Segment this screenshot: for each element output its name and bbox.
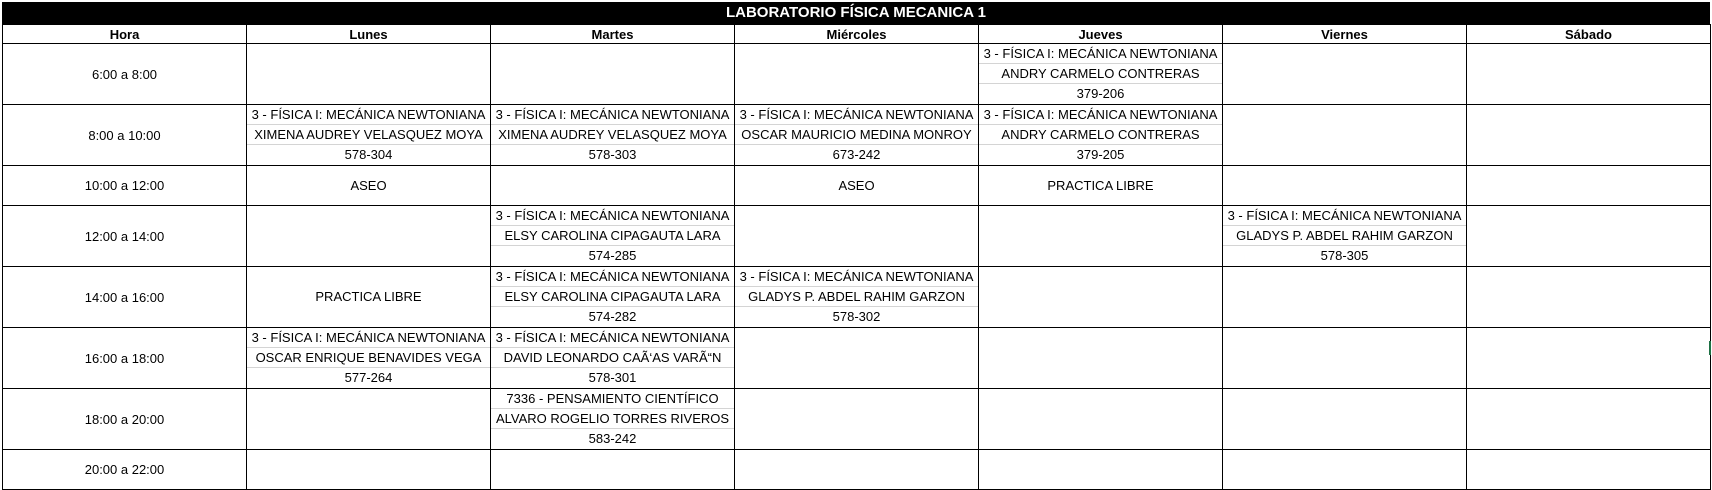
table-row	[3, 450, 1711, 490]
group-code: 673-242	[832, 147, 881, 162]
instructor-name: DAVID LEONARDO CAÃ‘AS VARÃ“N	[491, 348, 734, 368]
group-code: 379-205	[1076, 147, 1125, 162]
schedule-cell[interactable]	[247, 389, 491, 450]
schedule-cell[interactable]	[1223, 166, 1467, 206]
table-row	[3, 328, 1711, 389]
course-name: 3 - FÍSICA I: MECÁNICA NEWTONIANA	[491, 267, 734, 287]
course-name: 3 - FÍSICA I: MECÁNICA NEWTONIANA	[491, 328, 734, 348]
class-entry	[979, 44, 1222, 104]
hour-cell[interactable]: 20:00 a 22:00	[3, 450, 247, 490]
schedule-cell[interactable]	[1223, 206, 1467, 267]
sheet-title: LABORATORIO FÍSICA MECANICA 1	[2, 2, 1710, 24]
schedule-cell[interactable]	[1467, 105, 1711, 166]
schedule-cell[interactable]	[247, 44, 491, 105]
schedule-cell[interactable]	[979, 166, 1223, 206]
schedule-cell[interactable]	[1467, 328, 1711, 389]
header-hora[interactable]: Hora	[3, 25, 247, 44]
class-entry	[491, 267, 734, 327]
header-viernes[interactable]: Viernes	[1223, 25, 1467, 44]
group-code: 577-264	[344, 370, 393, 385]
instructor-name: XIMENA AUDREY VELASQUEZ MOYA	[247, 125, 490, 145]
schedule-cell[interactable]	[735, 166, 979, 206]
schedule-cell[interactable]	[491, 166, 735, 206]
schedule-cell[interactable]	[1223, 44, 1467, 105]
instructor-name: GLADYS P. ABDEL RAHIM GARZON	[1223, 226, 1466, 246]
schedule-cell[interactable]	[1467, 450, 1711, 490]
group-code: 578-302	[832, 309, 881, 324]
schedule-cell[interactable]	[491, 450, 735, 490]
schedule-sheet	[2, 2, 1710, 490]
course-name: 7336 - PENSAMIENTO CIENTÍFICO	[491, 389, 734, 409]
class-entry	[491, 105, 734, 165]
class-entry	[491, 328, 734, 388]
hour-cell[interactable]: 10:00 a 12:00	[3, 166, 247, 206]
schedule-cell[interactable]	[735, 450, 979, 490]
course-name: 3 - FÍSICA I: MECÁNICA NEWTONIANA	[735, 267, 978, 287]
hour-cell[interactable]: 18:00 a 20:00	[3, 389, 247, 450]
schedule-cell[interactable]	[491, 267, 735, 328]
activity-label: ASEO	[350, 177, 387, 193]
schedule-cell[interactable]	[979, 44, 1223, 105]
schedule-cell[interactable]	[1223, 267, 1467, 328]
table-row	[3, 44, 1711, 105]
class-entry	[1223, 206, 1466, 266]
header-sabado[interactable]: Sábado	[1467, 25, 1711, 44]
hour-cell[interactable]: 16:00 a 18:00	[3, 328, 247, 389]
hour-cell[interactable]: 8:00 a 10:00	[3, 105, 247, 166]
class-entry	[491, 206, 734, 266]
schedule-cell[interactable]	[1223, 328, 1467, 389]
table-row	[3, 206, 1711, 267]
schedule-cell[interactable]	[247, 105, 491, 166]
hour-cell[interactable]: 6:00 a 8:00	[3, 44, 247, 105]
course-name: 3 - FÍSICA I: MECÁNICA NEWTONIANA	[979, 105, 1222, 125]
activity-label: PRACTICA LIBRE	[1047, 177, 1154, 193]
schedule-cell[interactable]	[1223, 450, 1467, 490]
class-entry	[735, 105, 978, 165]
schedule-cell[interactable]	[979, 450, 1223, 490]
class-entry	[247, 328, 490, 388]
schedule-cell[interactable]	[979, 389, 1223, 450]
schedule-cell[interactable]	[735, 105, 979, 166]
group-code: 574-282	[588, 309, 637, 324]
schedule-cell[interactable]	[491, 328, 735, 389]
schedule-cell[interactable]	[979, 105, 1223, 166]
table-row	[3, 267, 1711, 328]
header-lunes[interactable]: Lunes	[247, 25, 491, 44]
group-code: 578-301	[588, 370, 637, 385]
schedule-cell[interactable]	[979, 267, 1223, 328]
header-row	[3, 25, 1711, 44]
group-code: 379-206	[1076, 86, 1125, 101]
header-jueves[interactable]: Jueves	[979, 25, 1223, 44]
course-name: 3 - FÍSICA I: MECÁNICA NEWTONIANA	[1223, 206, 1466, 226]
schedule-table	[2, 24, 1711, 490]
instructor-name: ANDRY CARMELO CONTRERAS	[979, 125, 1222, 145]
group-code: 578-303	[588, 147, 637, 162]
schedule-cell[interactable]	[491, 206, 735, 267]
instructor-name: OSCAR ENRIQUE BENAVIDES VEGA	[247, 348, 490, 368]
hour-cell[interactable]: 12:00 a 14:00	[3, 206, 247, 267]
class-entry	[735, 267, 978, 327]
schedule-cell[interactable]	[491, 44, 735, 105]
schedule-cell[interactable]	[1467, 206, 1711, 267]
instructor-name: ELSY CAROLINA CIPAGAUTA LARA	[491, 226, 734, 246]
schedule-cell[interactable]	[1223, 105, 1467, 166]
table-row	[3, 166, 1711, 206]
schedule-cell[interactable]	[735, 267, 979, 328]
class-entry	[247, 105, 490, 165]
schedule-cell[interactable]	[247, 328, 491, 389]
group-code: 583-242	[588, 431, 637, 446]
group-code: 574-285	[588, 248, 637, 263]
schedule-cell[interactable]	[735, 44, 979, 105]
schedule-cell[interactable]	[1223, 389, 1467, 450]
instructor-name: ELSY CAROLINA CIPAGAUTA LARA	[491, 287, 734, 307]
schedule-cell[interactable]	[979, 206, 1223, 267]
course-name: 3 - FÍSICA I: MECÁNICA NEWTONIANA	[247, 328, 490, 348]
instructor-name: XIMENA AUDREY VELASQUEZ MOYA	[491, 125, 734, 145]
schedule-cell[interactable]	[1467, 267, 1711, 328]
sheet-edge-marker	[1709, 341, 1711, 355]
activity-label: PRACTICA LIBRE	[315, 289, 422, 304]
activity-label: ASEO	[838, 177, 875, 193]
schedule-cell[interactable]	[491, 105, 735, 166]
schedule-cell[interactable]	[247, 206, 491, 267]
schedule-cell[interactable]	[735, 328, 979, 389]
group-code: 578-304	[344, 147, 393, 162]
schedule-cell[interactable]	[979, 328, 1223, 389]
schedule-cell[interactable]	[1467, 389, 1711, 450]
hour-cell[interactable]: 14:00 a 16:00	[3, 267, 247, 328]
class-entry	[491, 389, 734, 449]
course-name: 3 - FÍSICA I: MECÁNICA NEWTONIANA	[979, 44, 1222, 64]
schedule-cell[interactable]	[1467, 44, 1711, 105]
instructor-name: OSCAR MAURICIO MEDINA MONROY	[735, 125, 978, 145]
table-row	[3, 389, 1711, 450]
schedule-cell[interactable]	[247, 267, 491, 328]
table-row	[3, 105, 1711, 166]
instructor-name: ALVARO ROGELIO TORRES RIVEROS	[491, 409, 734, 429]
instructor-name: ANDRY CARMELO CONTRERAS	[979, 64, 1222, 84]
instructor-name: GLADYS P. ABDEL RAHIM GARZON	[735, 287, 978, 307]
course-name: 3 - FÍSICA I: MECÁNICA NEWTONIANA	[247, 105, 490, 125]
header-miercoles[interactable]: Miércoles	[735, 25, 979, 44]
schedule-cell[interactable]	[735, 206, 979, 267]
course-name: 3 - FÍSICA I: MECÁNICA NEWTONIANA	[491, 105, 734, 125]
schedule-cell[interactable]	[247, 166, 491, 206]
schedule-cell[interactable]	[247, 450, 491, 490]
class-entry	[979, 105, 1222, 165]
course-name: 3 - FÍSICA I: MECÁNICA NEWTONIANA	[491, 206, 734, 226]
schedule-cell[interactable]	[491, 389, 735, 450]
course-name: 3 - FÍSICA I: MECÁNICA NEWTONIANA	[735, 105, 978, 125]
schedule-cell[interactable]	[735, 389, 979, 450]
header-martes[interactable]: Martes	[491, 25, 735, 44]
schedule-cell[interactable]	[1467, 166, 1711, 206]
group-code: 578-305	[1320, 248, 1369, 263]
schedule-body	[3, 44, 1711, 490]
